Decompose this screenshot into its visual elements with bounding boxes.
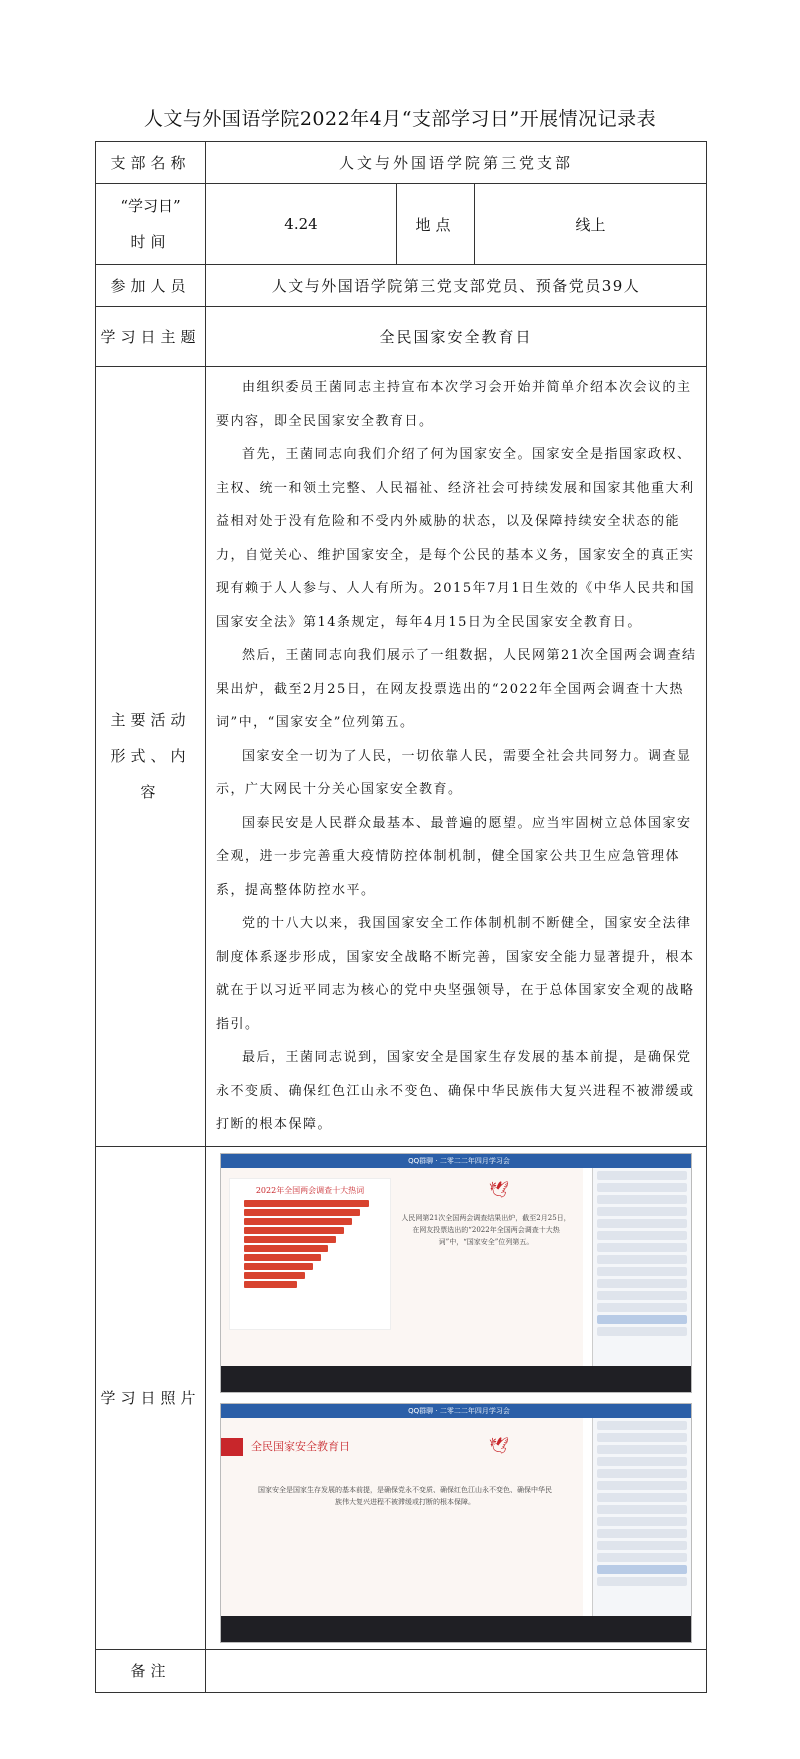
page-title: 人文与外国语学院2022年4月“支部学习日”开展情况记录表 (143, 108, 657, 130)
photo2-member-list (592, 1418, 691, 1616)
content-paragraph: 国泰民安是人民群众最基本、最普遍的愿望。应当牢固树立总体国家安全观，进一步完善重大疫情防控体制机制，健全国家公共卫生应急管理体系，提高整体防控水平。 (216, 815, 692, 898)
photo2-slide-heading: 全民国家安全教育日 (251, 1439, 351, 1453)
study-photo-2 (220, 1403, 692, 1643)
chart-bar (244, 1218, 352, 1225)
content-paragraph: 由组织委员王菌同志主持宣布本次学习会开始并简单介绍本次会议的主要内容，即全民国家安全教育日。 (216, 380, 692, 429)
photos-label: 学习日照片 (96, 1146, 206, 1649)
photos-cell (206, 1146, 707, 1649)
notes-value (206, 1649, 707, 1692)
time-label-line1: “学习日” (120, 197, 181, 215)
theme-value: 全民国家安全教育日 (206, 307, 707, 367)
photo2-slide-text: 国家安全是国家生存发展的基本前提，是确保党永不变质、确保红色江山永不变色、确保中华民族伟大复兴进程不被滞缓或打断的根本保障。 (258, 1485, 553, 1506)
photo1-taskbar (221, 1366, 691, 1392)
time-label (96, 184, 206, 265)
dove-icon: 🕊 (489, 1179, 510, 1199)
content-paragraph: 首先，王菌同志向我们介绍了何为国家安全。国家安全是指国家政权、主权、统一和领土完整、人民福祉、经济社会可持续发展和国家其他重大利益相对处于没有危险和不受内外威胁的状态，以及保障持续安全状态的能力，自觉关心、维护国家安全，是每个公民的基本义务，国家安全的真正实现有赖于人人参与、人人有所为。2015年7月1日生效的《中华人民共和国国家安全法》第14条规定，每年4月15日为全民国家安全教育日。 (216, 447, 696, 630)
content-body (206, 367, 707, 1147)
chart-bar (244, 1209, 360, 1216)
photo1-slide-text: 人民网第21次全国两会调查结果出炉，截至2月25日，在网友投票选出的“2022年全国两会调查十大热词”中，“国家安全”位列第五。 (401, 1213, 571, 1246)
place-label: 地点 (397, 184, 475, 265)
theme-label: 学习日主题 (96, 307, 206, 367)
photo2-slide (221, 1418, 583, 1616)
notes-label: 备注 (96, 1649, 206, 1692)
content-paragraph: 最后，王菌同志说到，国家安全是国家生存发展的基本前提，是确保党永不变质、确保红色江山永不变色、确保中华民族伟大复兴进程不被滞缓或打断的根本保障。 (216, 1050, 695, 1132)
dove-icon: 🕊 (489, 1435, 510, 1455)
study-photo-1 (220, 1153, 692, 1393)
photo1-member-list (592, 1168, 691, 1366)
photo1-window-title: QQ群聊 · 二零二二年四月学习会 (221, 1154, 691, 1168)
attendees-label: 参加人员 (96, 265, 206, 307)
time-label-line2: 时间 (130, 233, 171, 251)
photo2-taskbar (221, 1616, 691, 1642)
photo2-window-title: QQ群聊 · 二零二二年四月学习会 (221, 1404, 691, 1418)
chart-bar (244, 1281, 297, 1288)
record-table (95, 141, 707, 1693)
attendees-value: 人文与外国语学院第三党支部党员、预备党员39人 (206, 265, 707, 307)
photo1-slide-heading: 2022年全国两会调查十大热词 (255, 1185, 365, 1195)
chart-bar (244, 1263, 313, 1270)
content-paragraph: 国家安全一切为了人民，一切依靠人民，需要全社会共同努力。调查显示，广大网民十分关心国家安全教育。 (216, 748, 692, 797)
photo1-chart (229, 1178, 391, 1330)
chart-bar (244, 1254, 321, 1261)
branch-value: 人文与外国语学院第三党支部 (206, 142, 707, 184)
chart-bar (244, 1236, 336, 1243)
chart-bar (244, 1245, 328, 1252)
content-paragraph: 然后，王菌同志向我们展示了一组数据，人民网第21次全国两会调查结果出炉，截至2月25日，在网友投票选出的“2022年全国两会调查十大热词”中，“国家安全”位列第五。 (216, 648, 697, 730)
chart-bar (244, 1200, 369, 1207)
photo1-slide (221, 1168, 583, 1366)
chart-bar (244, 1227, 344, 1234)
time-value: 4.24 (206, 184, 397, 265)
place-value: 线上 (475, 184, 707, 265)
chart-bar (244, 1272, 305, 1279)
content-label: 主要活动形式、内容 (96, 367, 206, 1147)
content-paragraph: 党的十八大以来，我国国家安全工作体制机制不断健全，国家安全法律制度体系逐步形成，国家安全战略不断完善，国家安全能力显著提升，根本就在于以习近平同志为核心的党中央坚强领导，在于总体国家安全观的战略指引。 (216, 916, 695, 1032)
branch-label: 支部名称 (96, 142, 206, 184)
